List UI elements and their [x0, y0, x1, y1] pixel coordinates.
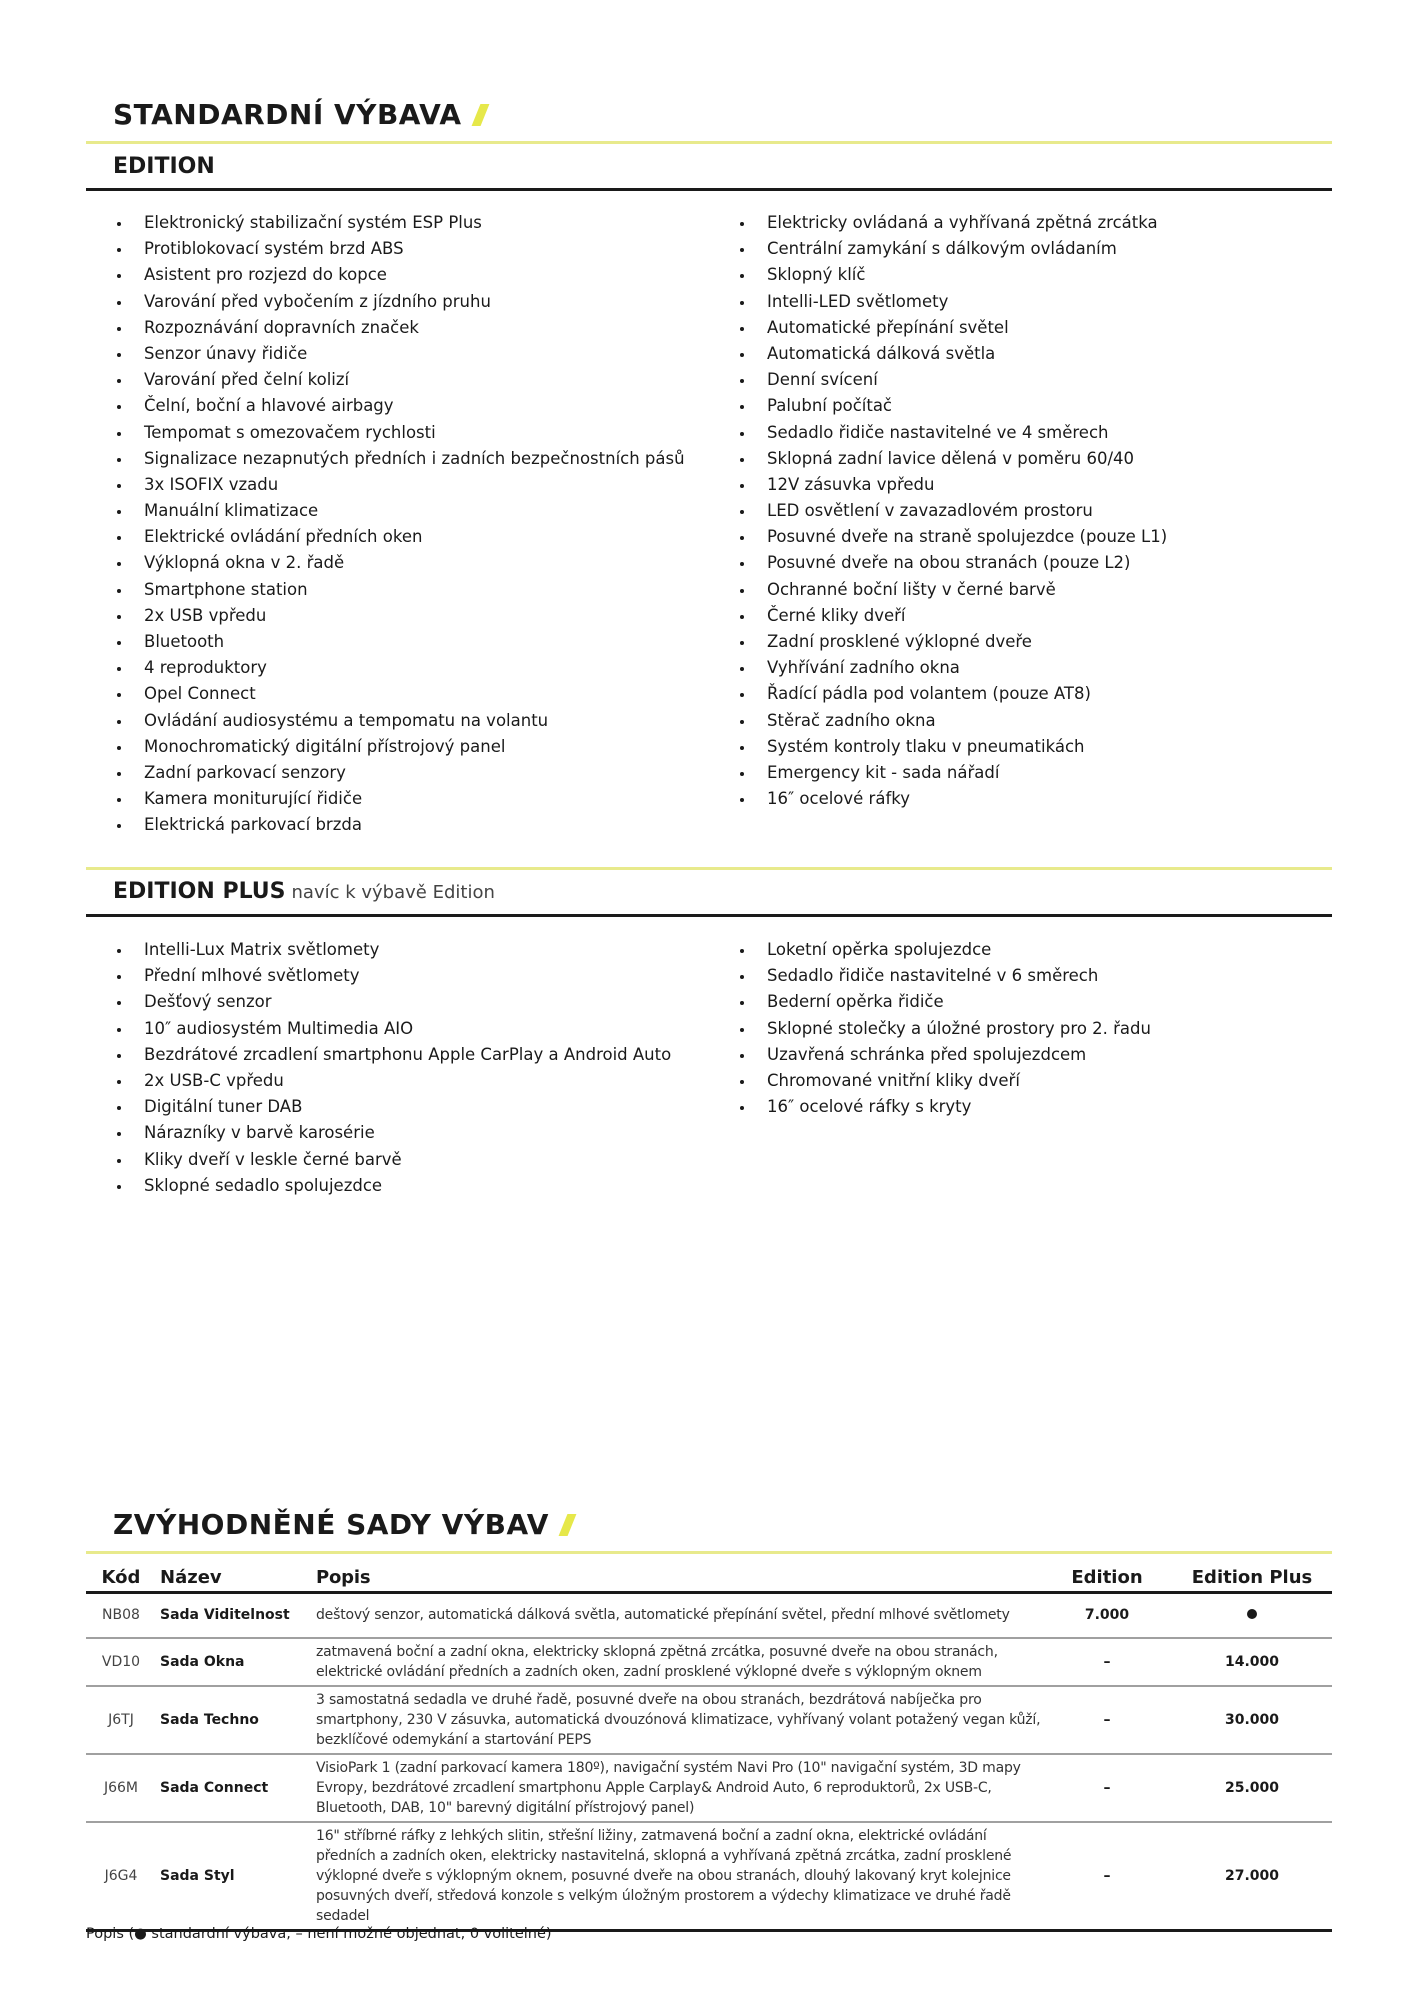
column-header-code: Kód [86, 1562, 156, 1592]
price-edition: – [1042, 1686, 1172, 1754]
list-item: Senzor únavy řidiče [115, 341, 685, 367]
price-edition-plus: 30.000 [1172, 1686, 1332, 1754]
packages-table [86, 1562, 1332, 1932]
list-item: Posuvné dveře na obou stranách (pouze L2) [738, 550, 1167, 576]
list-item: 2x USB-C vpředu [115, 1068, 671, 1094]
list-item: Vyhřívání zadního okna [738, 655, 1167, 681]
list-item: Čelní, boční a hlavové airbagy [115, 393, 685, 419]
list-item: Kliky dveří v leskle černé barvě [115, 1147, 671, 1173]
list-item: Sedadlo řidiče nastavitelné ve 4 směrech [738, 420, 1167, 446]
title-text: ZVÝHODNĚNÉ SADY VÝBAV [113, 1508, 549, 1541]
list-item: Uzavřená schránka před spolujezdcem [738, 1042, 1151, 1068]
table-row [86, 1638, 1332, 1686]
list-item: Signalizace nezapnutých předních i zadních bezpečnostních pásů [115, 446, 685, 472]
list-item: 4 reproduktory [115, 655, 685, 681]
price-edition: – [1042, 1754, 1172, 1822]
list-item: Sedadlo řidiče nastavitelné v 6 směrech [738, 963, 1151, 989]
edition-plus-list-right [738, 937, 1151, 1120]
heading-subtext: navíc k výbavě Edition [291, 882, 495, 903]
heading-text: EDITION [113, 154, 215, 179]
list-item: Ovládání audiosystému a tempomatu na volantu [115, 708, 685, 734]
package-description: 3 samostatná sedadla ve druhé řadě, posuvné dveře na obou stranách, bezdrátová nabíječka pro smartphony, 230 V zásuvka, automatická dvouzónová klimatizace, vyhřívaný volant potažený vegan kůží, bezklíčové odemykání a startování PEPS [312, 1686, 1042, 1754]
section-heading-edition-plus [113, 879, 495, 904]
list-item: LED osvětlení v zavazadlovém prostoru [738, 498, 1167, 524]
table-row [86, 1686, 1332, 1754]
list-item: Digitální tuner DAB [115, 1094, 671, 1120]
package-name: Sada Styl [156, 1822, 312, 1931]
price-edition-plus [1172, 1592, 1332, 1638]
list-item: Centrální zamykání s dálkovým ovládaním [738, 236, 1167, 262]
list-item: Bezdrátové zrcadlení smartphonu Apple CarPlay a Android Auto [115, 1042, 671, 1068]
list-item: Tempomat s omezovačem rychlosti [115, 420, 685, 446]
table-header-row [86, 1562, 1332, 1592]
list-item: Sklopný klíč [738, 262, 1167, 288]
list-item: Intelli-LED světlomety [738, 289, 1167, 315]
table-row [86, 1822, 1332, 1931]
list-item: Stěrač zadního okna [738, 708, 1167, 734]
list-item: Asistent pro rozjezd do kopce [115, 262, 685, 288]
package-code: VD10 [86, 1638, 156, 1686]
list-item: Nárazníky v barvě karosérie [115, 1120, 671, 1146]
list-item: Elektronický stabilizační systém ESP Plus [115, 210, 685, 236]
list-item: Palubní počítač [738, 393, 1167, 419]
edition-list-right [738, 210, 1167, 812]
list-item: Přední mlhové světlomety [115, 963, 671, 989]
list-item: Intelli-Lux Matrix světlomety [115, 937, 671, 963]
yellow-divider [86, 141, 1332, 144]
edition-list-left [115, 210, 685, 839]
list-item: Loketní opěrka spolujezdce [738, 937, 1151, 963]
list-item: Elektricky ovládaná a vyhřívaná zpětná zrcátka [738, 210, 1167, 236]
price-edition-plus: 14.000 [1172, 1638, 1332, 1686]
list-item: Dešťový senzor [115, 989, 671, 1015]
list-item: Řadící pádla pod volantem (pouze AT8) [738, 681, 1167, 707]
yellow-slash-icon [471, 104, 489, 126]
list-item: Zadní parkovací senzory [115, 760, 685, 786]
list-item: Zadní prosklené výklopné dveře [738, 629, 1167, 655]
list-item: Ochranné boční lišty v černé barvě [738, 577, 1167, 603]
list-item: Varování před čelní kolizí [115, 367, 685, 393]
column-header-edition-plus: Edition Plus [1172, 1562, 1332, 1592]
package-code: J6G4 [86, 1822, 156, 1931]
list-item: Automatická dálková světla [738, 341, 1167, 367]
list-item: Varování před vybočením z jízdního pruhu [115, 289, 685, 315]
table-row [86, 1592, 1332, 1638]
section-heading-edition [113, 154, 215, 179]
list-item: Opel Connect [115, 681, 685, 707]
list-item: Sklopné stolečky a úložné prostory pro 2. řadu [738, 1016, 1151, 1042]
package-name: Sada Viditelnost [156, 1592, 312, 1638]
package-code: J66M [86, 1754, 156, 1822]
yellow-slash-icon [558, 1514, 576, 1536]
list-item: Smartphone station [115, 577, 685, 603]
list-item: 16″ ocelové ráfky s kryty [738, 1094, 1151, 1120]
list-item: Systém kontroly tlaku v pneumatikách [738, 734, 1167, 760]
list-item: 16″ ocelové ráfky [738, 786, 1167, 812]
list-item: Bederní opěrka řidiče [738, 989, 1151, 1015]
list-item: 2x USB vpředu [115, 603, 685, 629]
yellow-divider [86, 867, 1332, 870]
list-item: Sklopné sedadlo spolujezdce [115, 1173, 671, 1199]
list-item: 3x ISOFIX vzadu [115, 472, 685, 498]
price-edition: – [1042, 1638, 1172, 1686]
list-item: 10″ audiosystém Multimedia AIO [115, 1016, 671, 1042]
list-item: Bluetooth [115, 629, 685, 655]
package-name: Sada Techno [156, 1686, 312, 1754]
list-item: Výklopná okna v 2. řadě [115, 550, 685, 576]
yellow-divider [86, 1551, 1332, 1554]
list-item: Automatické přepínání světel [738, 315, 1167, 341]
list-item: Černé kliky dveří [738, 603, 1167, 629]
list-item: Posuvné dveře na straně spolujezdce (pouze L1) [738, 524, 1167, 550]
column-header-edition: Edition [1042, 1562, 1172, 1592]
package-description: VisioPark 1 (zadní parkovací kamera 180º), navigační systém Navi Pro (10" navigační systém, 3D mapy Evropy, bezdrátové zrcadlení smartphonu Apple Carplay& Android Auto, 6 reproduktorů, 2x USB-C, Bluetooth, DAB, 10" barevný digitální přístrojový panel) [312, 1754, 1042, 1822]
price-edition: 7.000 [1042, 1592, 1172, 1638]
column-header-description: Popis [312, 1562, 1042, 1592]
list-item: Elektrické ovládání předních oken [115, 524, 685, 550]
black-divider [86, 914, 1332, 917]
package-code: NB08 [86, 1592, 156, 1638]
list-item: Denní svícení [738, 367, 1167, 393]
list-item: Emergency kit - sada nářadí [738, 760, 1167, 786]
list-item: Kamera moniturující řidiče [115, 786, 685, 812]
page-title-packages [113, 1508, 572, 1541]
list-item: Protiblokovací systém brzd ABS [115, 236, 685, 262]
list-item: Rozpoznávání dopravních značek [115, 315, 685, 341]
table-legend: Popis (● standardní výbava, – není možné objednat, 0 volitelné) [86, 1926, 552, 1942]
package-description: 16" stříbrné ráfky z lehkých slitin, střešní ližiny, zatmavená boční a zadní okna, elektrické ovládání předních a zadních oken, elektricky nastavitelná, sklopná a vyhřívaná zpětná zrcátka, zadní prosklené výklopné dveře s výklopným oknem, posuvné dveře na obou stranách, dlouhý lakovaný kryt kolejnice posuvných dveří, středová konzole s velkým úložným prostorem a výdechy klimatizace ve druhé řadě sedadel [312, 1822, 1042, 1931]
standard-equipment-dot-icon [1247, 1609, 1257, 1619]
package-description: deštový senzor, automatická dálková světla, automatické přepínání světel, přední mlhové světlomety [312, 1592, 1042, 1638]
package-name: Sada Connect [156, 1754, 312, 1822]
page-title-standard-equipment [113, 98, 485, 131]
package-name: Sada Okna [156, 1638, 312, 1686]
price-edition-plus: 25.000 [1172, 1754, 1332, 1822]
list-item: Chromované vnitřní kliky dveří [738, 1068, 1151, 1094]
list-item: Manuální klimatizace [115, 498, 685, 524]
column-header-name: Název [156, 1562, 312, 1592]
list-item: 12V zásuvka vpředu [738, 472, 1167, 498]
table-row [86, 1754, 1332, 1822]
list-item: Sklopná zadní lavice dělená v poměru 60/40 [738, 446, 1167, 472]
black-divider [86, 188, 1332, 191]
title-text: STANDARDNÍ VÝBAVA [113, 98, 462, 131]
price-edition: – [1042, 1822, 1172, 1931]
list-item: Elektrická parkovací brzda [115, 812, 685, 838]
package-code: J6TJ [86, 1686, 156, 1754]
package-description: zatmavená boční a zadní okna, elektricky sklopná zpětná zrcátka, posuvné dveře na obou stranách, elektrické ovládání předních a zadních oken, zadní prosklené výklopné dveře s výklopným oknem [312, 1638, 1042, 1686]
heading-text: EDITION PLUS [113, 879, 286, 904]
price-edition-plus: 27.000 [1172, 1822, 1332, 1931]
edition-plus-list-left [115, 937, 671, 1199]
list-item: Monochromatický digitální přístrojový panel [115, 734, 685, 760]
